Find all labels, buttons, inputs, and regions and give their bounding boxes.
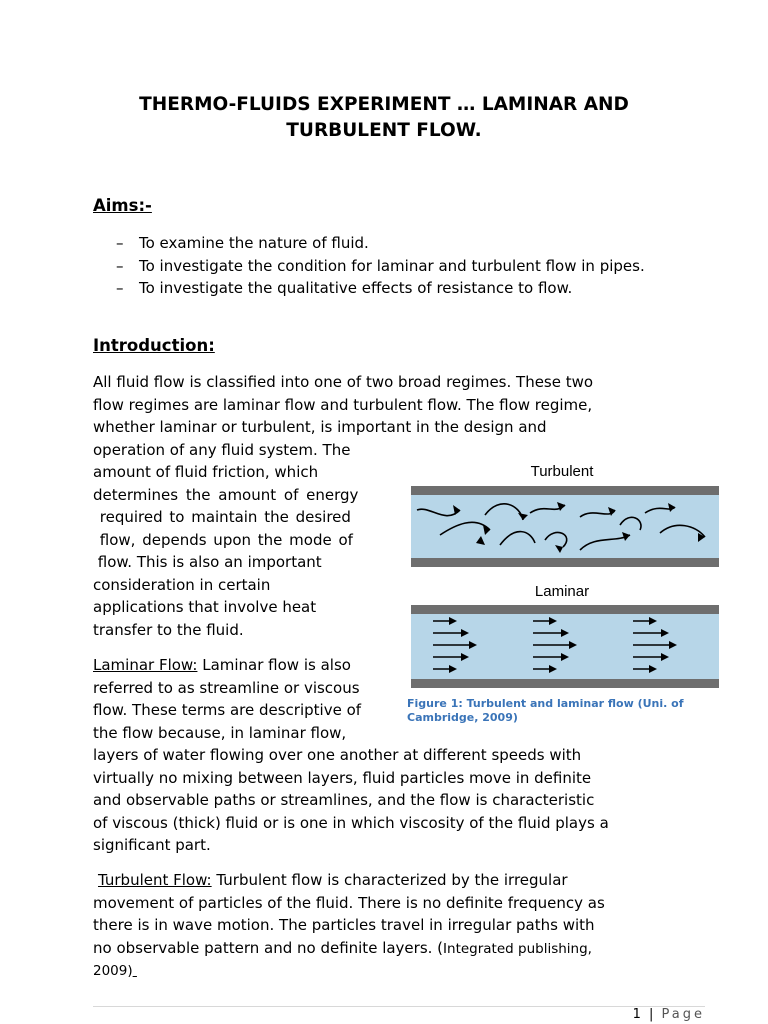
laminar-pipe	[411, 605, 719, 688]
text-line: consideration in certain	[93, 575, 271, 594]
text-line: whether laminar or turbulent, is important in the design and	[93, 418, 547, 436]
text-line: layers of water flowing over one another at different speeds with	[93, 746, 582, 764]
text-line: amount of fluid friction, which	[93, 463, 319, 481]
pipe-wall-bottom	[411, 679, 719, 688]
footer-divider	[93, 1006, 705, 1007]
intro-paragraph-narrow	[93, 439, 393, 642]
turbulent-pipe	[411, 486, 719, 567]
text-line: Turbulent Flow: Turbulent flow is characterized by the irregular	[98, 871, 568, 889]
citation-year: 2009)	[93, 963, 133, 979]
citation: Integrated publishing,	[443, 940, 592, 957]
footer-separator: |	[648, 1007, 656, 1022]
text-line: flow, depends upon the mode of	[93, 530, 353, 549]
aims-heading: Aims:-	[93, 196, 152, 215]
text-line: there is in wave motion. The particles travel in irregular paths with	[93, 916, 595, 934]
intro-paragraph-full	[93, 371, 683, 439]
document-title	[60, 92, 708, 144]
aims-list	[93, 232, 683, 300]
laminar-paragraph-narrow	[93, 654, 403, 744]
text-line: required to maintain the desired	[93, 508, 351, 526]
text-line	[93, 960, 683, 983]
text-line: no observable pattern and no definite layers. (Integrated publishing,	[93, 938, 592, 957]
text-line: applications that involve heat	[93, 598, 317, 616]
text-line: flow. This is also an important	[93, 553, 322, 571]
page-label: Page	[661, 1007, 705, 1022]
text-line: operation of any fluid system. The	[93, 440, 351, 459]
text-line: flow. These terms are descriptive of	[93, 701, 362, 719]
list-item: – To investigate the condition for laminar and turbulent flow in pipes.	[116, 256, 645, 275]
text-line: determines the amount of energy	[93, 485, 359, 504]
title-line-1: THERMO-FLUIDS EXPERIMENT … LAMINAR AND	[139, 94, 629, 115]
turbulent-paragraph	[93, 869, 683, 983]
text-line: the flow because, in laminar flow,	[93, 723, 347, 742]
page-footer	[633, 1007, 705, 1022]
title-line-2: TURBULENT FLOW.	[286, 120, 482, 141]
turbulent-flow-label: Turbulent Flow:	[98, 871, 212, 889]
list-item: – To investigate the qualitative effects of resistance to flow.	[116, 279, 573, 297]
pipe-wall-bottom	[411, 558, 719, 567]
figure-label-turbulent: Turbulent	[530, 463, 594, 480]
pipe-wall-top	[411, 605, 719, 614]
flow-figure	[405, 455, 723, 695]
text-line: referred to as streamline or viscous	[93, 678, 360, 697]
text-line: Laminar Flow: Laminar flow is also	[93, 656, 351, 674]
page-number: 1	[632, 1007, 643, 1022]
text-line: of viscous (thick) fluid or is one in which viscosity of the fluid plays a	[93, 813, 609, 832]
figure-label-laminar: Laminar	[534, 583, 590, 600]
text-line: significant part.	[93, 836, 211, 854]
text-line: virtually no mixing between layers, fluid particles move in definite	[93, 768, 592, 787]
introduction-heading: Introduction:	[93, 336, 215, 355]
laminar-flow-label: Laminar Flow:	[93, 656, 198, 674]
text-line: All fluid flow is classified into one of two broad regimes. These two	[93, 373, 594, 391]
text-line: transfer to the fluid.	[93, 620, 244, 639]
pipe-wall-top	[411, 486, 719, 495]
figure-caption: Figure 1: Turbulent and laminar flow (Uni. of Cambridge, 2009)	[407, 697, 684, 724]
text-line: flow regimes are laminar flow and turbulent flow. The flow regime,	[93, 395, 593, 414]
text-line: movement of particles of the fluid. There is no definite frequency as	[93, 893, 605, 912]
laminar-paragraph-full	[93, 744, 683, 857]
text-line: and observable paths or streamlines, and the flow is characteristic	[93, 791, 595, 809]
list-item: – To examine the nature of fluid.	[116, 234, 369, 252]
